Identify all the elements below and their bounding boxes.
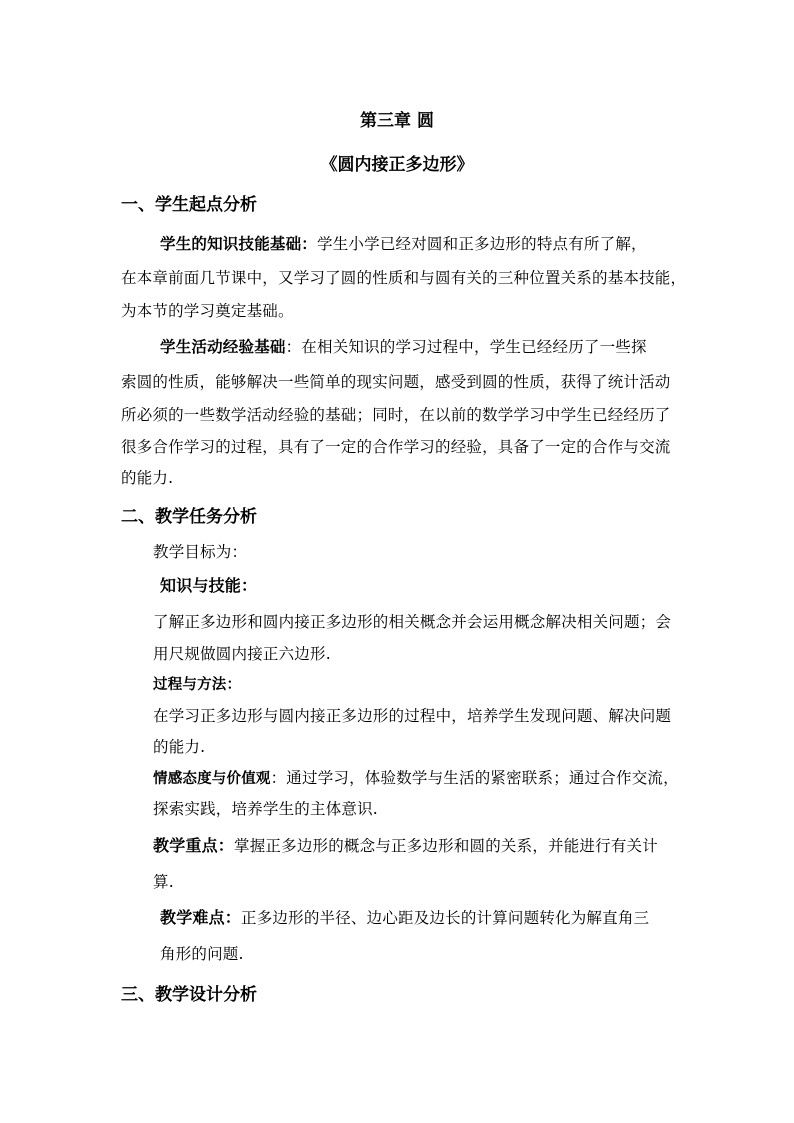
activity-basis-text: ：在相关知识的学习过程中，学生已经经历了一些探 <box>285 338 647 356</box>
attitude-values-label: 情感态度与价值观 <box>153 771 271 787</box>
paragraph-knowledge-basis-line-3: 为本节的学习奠定基础。 <box>121 302 294 320</box>
knowledge-skills-label: 知识与技能： <box>160 576 258 595</box>
process-method-label: 过程与方法： <box>153 677 242 693</box>
paragraph-activity-basis-line-4: 很多合作学习的过程，具有了一定的合作学习的经验，具备了一定的合作与交流 <box>121 438 671 456</box>
lesson-title: 《圆内接正多边形》 <box>320 155 474 175</box>
process-method-line-1: 在学习正多边形与圆内接正多边形的过程中，培养学生发现问题、解决问题 <box>153 707 672 725</box>
teaching-key-line-2: 算. <box>153 873 174 891</box>
paragraph-activity-basis-line-3: 所必须的一些数学活动经验的基础；同时，在以前的数学学习中学生已经经历了 <box>121 406 671 424</box>
paragraph-activity-basis-line-5: 的能力. <box>121 469 174 487</box>
attitude-values-line-1 <box>153 768 679 789</box>
teaching-difficulty-line-2: 角形的问题. <box>160 945 244 963</box>
teaching-key-line-1 <box>153 836 658 856</box>
knowledge-skills-line-2: 用尺规做圆内接正六边形. <box>153 645 331 663</box>
knowledge-basis-text: 学生小学已经对圆和正多边形的特点有所了解， <box>317 235 647 253</box>
process-method-line-2: 的能力. <box>153 738 206 756</box>
paragraph-activity-basis-line-1 <box>160 337 647 357</box>
teaching-difficulty-line-1 <box>160 908 649 928</box>
paragraph-activity-basis-line-2: 索圆的性质，能够解决一些简单的现实问题，感受到圆的性质，获得了统计活动 <box>121 373 671 391</box>
teaching-difficulty-text: 正多边形的半径、边心距及边长的计算问题转化为解直角三 <box>241 909 650 927</box>
attitude-values-text: ：通过学习，体验数学与生活的紧密联系；通过合作交流， <box>270 769 679 787</box>
section-2-heading: 二、教学任务分析 <box>121 507 257 527</box>
knowledge-skills-line-1: 了解正多边形和圆内接正多边形的相关概念并会运用概念解决相关问题；会 <box>153 613 672 631</box>
teaching-difficulty-label: 教学难点： <box>160 908 242 927</box>
attitude-values-line-2: 探索实践，培养学生的主体意识. <box>153 800 378 818</box>
goal-intro: 教学目标为： <box>153 543 248 561</box>
teaching-key-label: 教学重点： <box>153 836 235 855</box>
activity-basis-label: 学生活动经验基础 <box>160 338 286 356</box>
chapter-title: 第三章 圆 <box>360 111 434 131</box>
section-3-heading: 三、教学设计分析 <box>121 985 257 1005</box>
section-1-heading: 一、学生起点分析 <box>121 195 257 215</box>
teaching-key-text: 掌握正多边形的概念与正多边形和圆的关系，并能进行有关计 <box>234 837 658 855</box>
paragraph-knowledge-basis-line-1 <box>160 234 647 254</box>
paragraph-knowledge-basis-line-2: 在本章前面几节课中，又学习了圆的性质和与圆有关的三种位置关系的基本技能， <box>121 269 687 287</box>
knowledge-basis-label: 学生的知识技能基础： <box>160 235 318 253</box>
